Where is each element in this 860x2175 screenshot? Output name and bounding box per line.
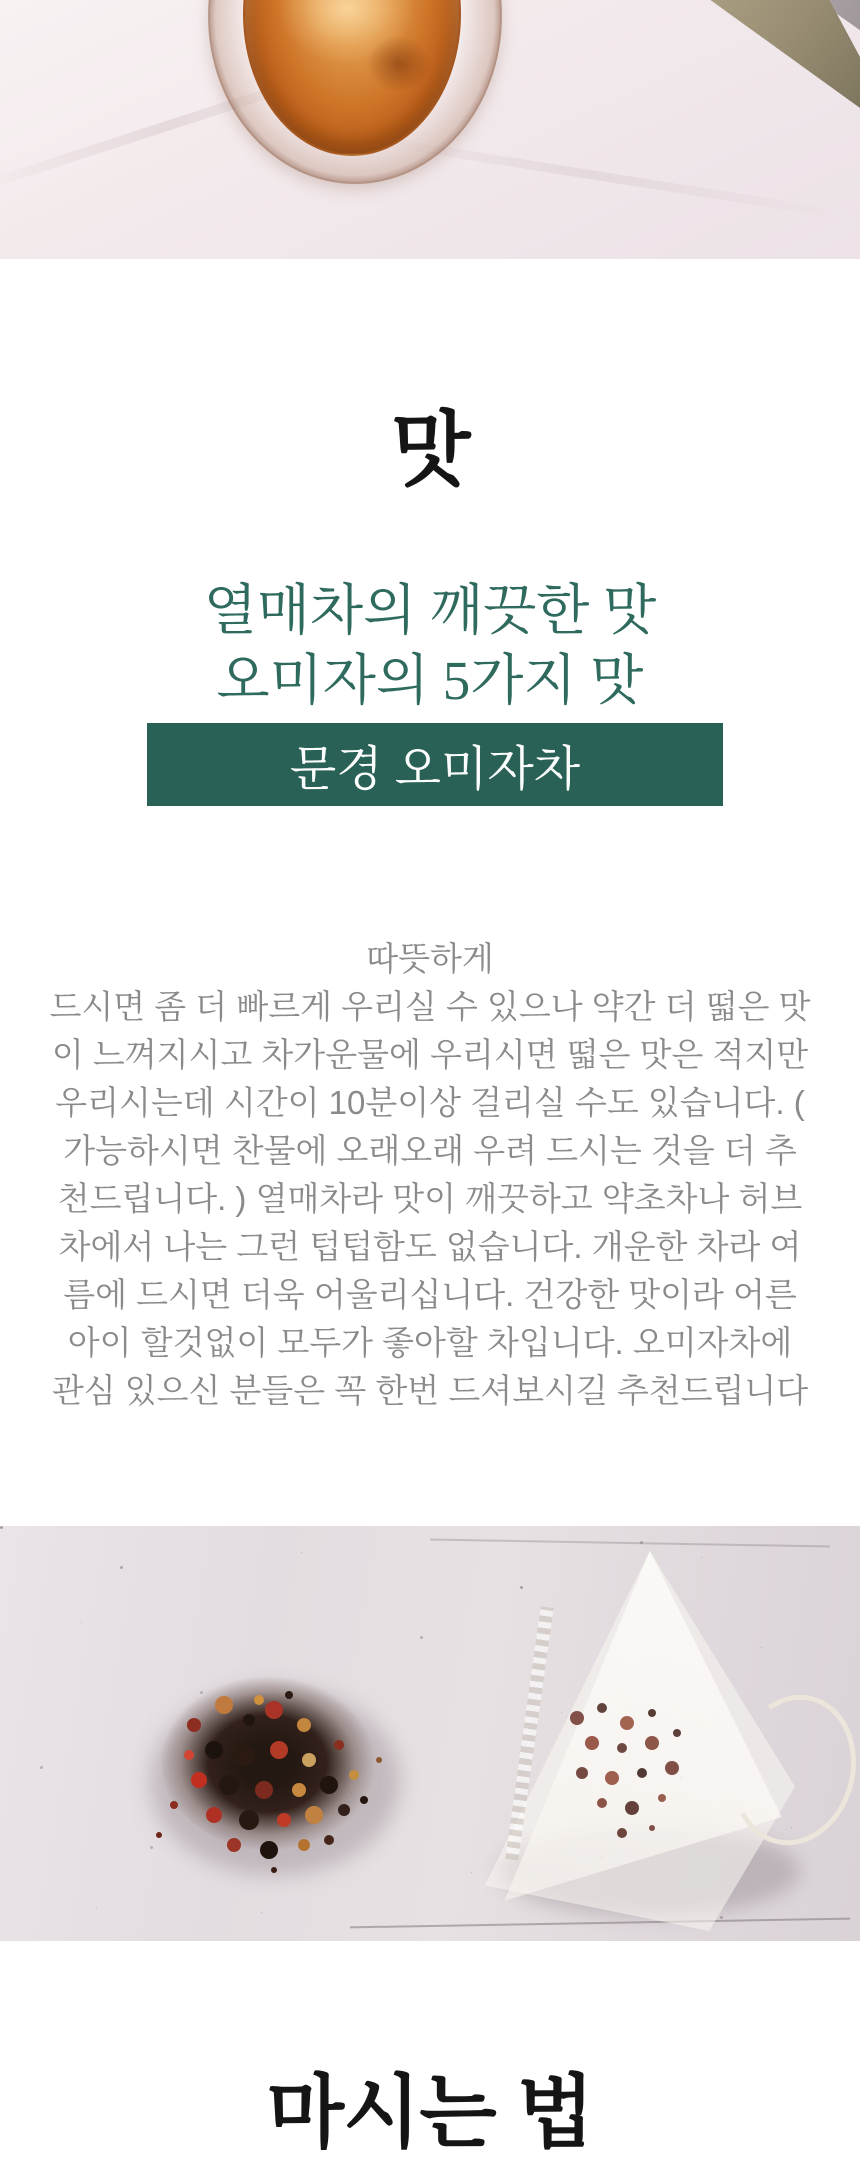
product-name-banner: [147, 723, 723, 806]
ingredients-photo: [0, 1526, 860, 1941]
paragraph-line: 이 느껴지시고 차가운물에 우리시면 떫은 맛은 적지만: [51, 1036, 809, 1073]
paragraph-line: 차에서 나는 그런 텁텁함도 없습니다. 개운한 차라 여: [58, 1228, 802, 1265]
tea-berry-shadow: [356, 26, 442, 102]
paragraph-line: 드시면 좀 더 빠르게 우리실 수 있으나 약간 더 떫은 맛: [49, 988, 811, 1025]
paragraph-line: 우리시는데 시간이 10분이상 걸리실 수도 있습니다. (: [55, 1084, 805, 1121]
taste-subtitle-line-2: 오미자의 5가지 맛: [216, 650, 644, 711]
berry-pile-base: [160, 1676, 375, 1851]
paragraph-line: 아이 할것없이 모두가 좋아할 차입니다. 오미자차에: [67, 1324, 793, 1361]
taste-heading: 맛: [391, 405, 469, 496]
linen-napkin: [690, 0, 860, 150]
product-name-label: 문경 오미자차: [289, 743, 581, 796]
berry-pile: [145, 1656, 395, 1886]
marble-speckles: [0, 1526, 3, 1529]
taste-paragraph: [35, 935, 825, 1415]
tea-bag-berries: [550, 1691, 564, 1705]
paragraph-line: 관심 있으신 분들은 꼭 한번 드셔보시길 추천드립니다: [51, 1372, 809, 1409]
dried-berries: [145, 1656, 163, 1674]
paragraph-line: 가능하시면 찬물에 오래오래 우려 드시는 것을 더 추: [63, 1132, 797, 1169]
pyramid-tea-bag: [465, 1551, 795, 1931]
marble-streak: [430, 1539, 830, 1548]
paragraph-line: 따뜻하게: [366, 940, 494, 977]
paragraph-line: 름에 드시면 더욱 어울리십니다. 건강한 맛이라 어른: [63, 1276, 797, 1313]
brew-heading: 마시는 법: [266, 2068, 594, 2157]
hero-tea-photo: [0, 0, 860, 259]
taste-subtitle-line-1: 열매차의 깨끗한 맛: [203, 580, 657, 641]
paragraph-line: 천드립니다. ) 열매차라 맛이 깨끗하고 약초차나 허브: [57, 1180, 803, 1217]
